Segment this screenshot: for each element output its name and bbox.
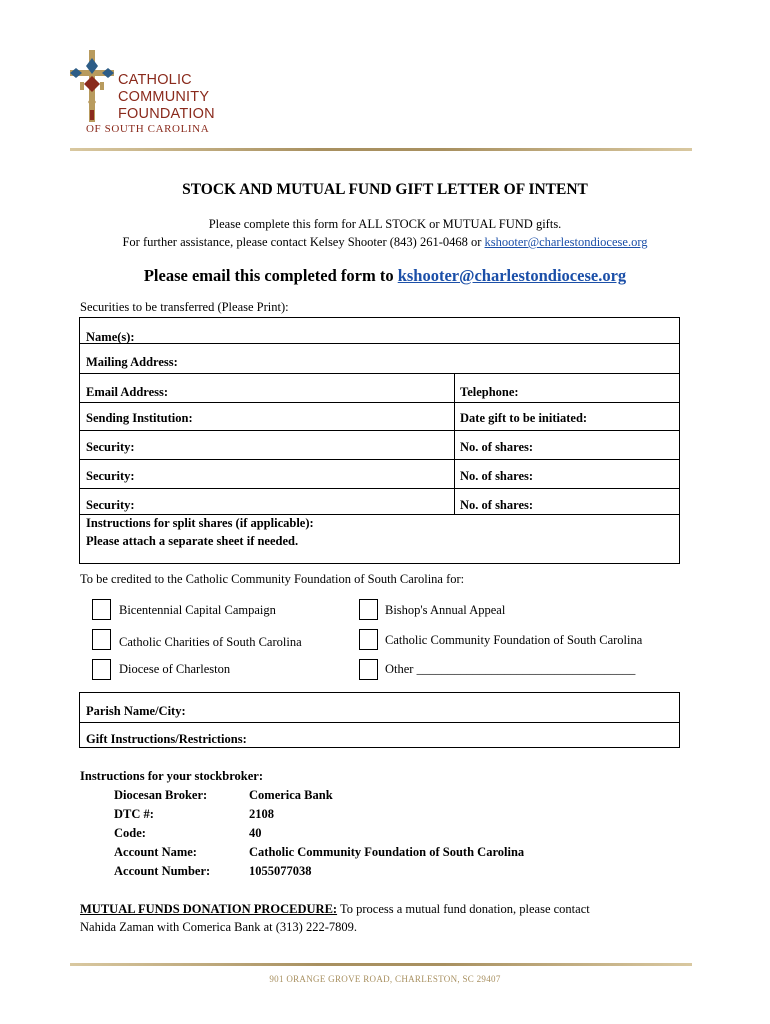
header-divider	[70, 148, 692, 151]
footer-divider	[70, 963, 692, 966]
credit-caption: To be credited to the Catholic Community Foundation of South Carolina for:	[80, 572, 465, 586]
security-field-1[interactable]: Security:	[86, 440, 135, 454]
contact-email-link[interactable]: kshooter@charlestondiocese.org	[484, 235, 648, 249]
broker-value-4: Catholic Community Foundation of South Carolina	[249, 845, 525, 859]
other-checkbox[interactable]	[359, 659, 378, 680]
shares-field-1[interactable]: No. of shares:	[460, 440, 534, 454]
broker-value-1: Comerica Bank	[249, 788, 333, 802]
other-label[interactable]: Other ___________________________________	[385, 662, 636, 676]
intro-line-1: Please complete this form for ALL STOCK or MUTUAL FUND gifts.	[208, 217, 562, 231]
bishops-appeal-checkbox[interactable]	[359, 599, 378, 620]
split-shares-instructions: Instructions for split shares (if applicable):	[86, 516, 314, 530]
mutual-funds-procedure: MUTUAL FUNDS DONATION PROCEDURE: To process a mutual fund donation, please contact	[80, 902, 590, 916]
logo-line-2: COMMUNITY	[118, 89, 210, 105]
catholic-charities-checkbox[interactable]	[92, 629, 111, 650]
broker-value-2: 2108	[249, 807, 274, 821]
securities-caption: Securities to be transferred (Please Print):	[80, 300, 289, 314]
broker-label-3: Code:	[114, 826, 146, 840]
cross-emblem-icon	[68, 48, 116, 124]
security-field-2[interactable]: Security:	[86, 469, 135, 483]
parish-field[interactable]: Parish Name/City:	[86, 704, 186, 718]
diocese-label: Diocese of Charleston	[119, 662, 231, 676]
column-divider	[454, 373, 455, 514]
shares-field-2[interactable]: No. of shares:	[460, 469, 534, 483]
broker-heading: Instructions for your stockbroker:	[80, 769, 263, 783]
ccf-sc-label: Catholic Community Foundation of South Carolina	[385, 633, 643, 647]
diocese-checkbox[interactable]	[92, 659, 111, 680]
logo-line-3: FOUNDATION	[118, 106, 215, 122]
logo-subtitle: OF SOUTH CAROLINA	[86, 123, 210, 135]
parish-table	[79, 692, 680, 748]
date-initiated-field[interactable]: Date gift to be initiated:	[460, 411, 588, 425]
intro-line-2: For further assistance, please contact Kelsey Shooter (843) 261-0468 or kshooter@charlestondiocese.org	[122, 235, 648, 249]
shares-field-3[interactable]: No. of shares:	[460, 498, 534, 512]
broker-value-3: 40	[249, 826, 262, 840]
broker-label-5: Account Number:	[114, 864, 211, 878]
catholic-charities-label: Catholic Charities of South Carolina	[119, 635, 302, 649]
email-address-field[interactable]: Email Address:	[86, 385, 169, 399]
gift-instructions-field[interactable]: Gift Instructions/Restrictions:	[86, 732, 247, 746]
names-field[interactable]: Name(s):	[86, 330, 135, 344]
mutual-funds-heading: MUTUAL FUNDS DONATION PROCEDURE:	[80, 902, 338, 916]
sending-institution-field[interactable]: Sending Institution:	[86, 411, 193, 425]
broker-label-4: Account Name:	[114, 845, 197, 859]
telephone-field[interactable]: Telephone:	[460, 385, 519, 399]
mutual-funds-contact: Nahida Zaman with Comerica Bank at (313) 222-7809.	[80, 920, 358, 934]
broker-label-2: DTC #:	[114, 807, 154, 821]
broker-label-1: Diocesan Broker:	[114, 788, 208, 802]
split-shares-note: Please attach a separate sheet if needed.	[86, 534, 299, 548]
security-field-3[interactable]: Security:	[86, 498, 135, 512]
email-banner: Please email this completed form to kshooter@charlestondiocese.org	[143, 266, 627, 285]
bicentennial-label: Bicentennial Capital Campaign	[119, 603, 276, 617]
form-title: STOCK AND MUTUAL FUND GIFT LETTER OF INTENT	[182, 181, 588, 198]
banner-email-link[interactable]: kshooter@charlestondiocese.org	[397, 266, 627, 285]
bishops-appeal-label: Bishop's Annual Appeal	[385, 603, 506, 617]
logo-line-1: CATHOLIC	[118, 72, 192, 88]
ccf-sc-checkbox[interactable]	[359, 629, 378, 650]
foundation-logo	[68, 48, 228, 138]
footer-address: 901 ORANGE GROVE ROAD, CHARLESTON, SC 29407	[269, 974, 501, 984]
bicentennial-checkbox[interactable]	[92, 599, 111, 620]
securities-table	[79, 317, 680, 564]
mailing-address-field[interactable]: Mailing Address:	[86, 355, 178, 369]
broker-value-5: 1055077038	[249, 864, 312, 878]
